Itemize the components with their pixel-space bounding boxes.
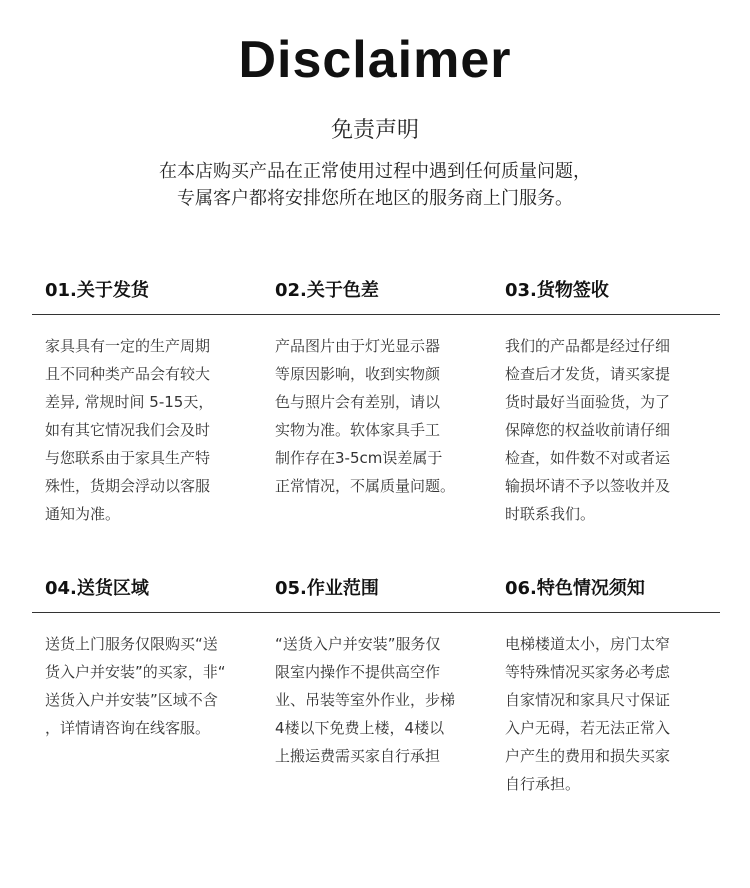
intro-line: 专属客户都将安排您所在地区的服务商上门服务。 xyxy=(177,188,573,209)
section-body-receipt xyxy=(505,332,710,528)
body-line: 自家情况和家具尺寸保证 xyxy=(505,691,671,709)
body-line: 4楼以下免费上楼，4楼以 xyxy=(275,719,445,737)
body-line: 上搬运费需买家自行承担 xyxy=(275,747,441,765)
body-line: 送货入户并安装”区域不含 xyxy=(45,691,218,709)
body-line: 入户无碍，若无法正常入 xyxy=(505,719,671,737)
body-line: 且不同种类产品会有较大 xyxy=(45,365,211,383)
body-line: 送货上门服务仅限购买“送 xyxy=(45,635,218,653)
body-line: 检查，如件数不对或者运 xyxy=(505,449,671,467)
body-line: 色与照片会有差别，请以 xyxy=(275,393,441,411)
body-line: “送货入户并安装”服务仅 xyxy=(275,635,441,653)
body-line: 户产生的费用和损失买家 xyxy=(505,747,671,765)
body-line: 电梯楼道太小，房门太窄 xyxy=(505,635,671,653)
section-body-work-scope xyxy=(275,630,480,770)
body-line: 业、吊装等室外作业，步梯 xyxy=(275,691,456,709)
disclaimer-row-2 xyxy=(32,568,720,793)
body-line: ，详情请咨询在线客服。 xyxy=(45,719,211,737)
section-heading-shipping: 01.关于发货 xyxy=(45,280,149,301)
section-heading-delivery-area: 04.送货区域 xyxy=(45,578,149,599)
disclaimer-row-1 xyxy=(32,270,720,523)
body-line: 等特殊情况买家务必考虑 xyxy=(505,663,671,681)
body-line: 殊性，货期会浮动以客服 xyxy=(45,477,211,495)
intro-line: 在本店购买产品在正常使用过程中遇到任何质量问题， xyxy=(159,161,591,182)
body-line: 检查后才发货，请买家提 xyxy=(505,365,671,383)
body-line: 实物为准。软体家具手工 xyxy=(275,421,441,439)
section-body-delivery-area xyxy=(45,630,250,742)
section-heading-special-notes: 06.特色情况须知 xyxy=(505,578,645,599)
body-line: 家具具有一定的生产周期 xyxy=(45,337,211,355)
section-heading-receipt: 03.货物签收 xyxy=(505,280,609,301)
body-line: 产品图片由于灯光显示器 xyxy=(275,337,441,355)
page-subtitle: 免责声明 xyxy=(330,118,419,143)
body-line: 限室内操作不提供高空作 xyxy=(275,663,441,681)
body-line: 保障您的权益收前请仔细 xyxy=(505,421,671,439)
section-heading-color: 02.关于色差 xyxy=(275,280,379,301)
body-line: 制作存在3-5cm误差属于 xyxy=(275,449,443,467)
body-line: 时联系我们。 xyxy=(505,505,596,523)
body-line: 如有其它情况我们会及时 xyxy=(45,421,211,439)
body-line: 输损坏请不予以签收并及 xyxy=(505,477,671,495)
body-line: 货入户并安装”的买家，非“ xyxy=(45,663,226,681)
body-line: 差异, 常规时间 5-15天， xyxy=(45,393,214,411)
section-heading-work-scope: 05.作业范围 xyxy=(275,578,379,599)
section-divider xyxy=(32,612,720,613)
section-body-shipping xyxy=(45,332,250,528)
body-line: 与您联系由于家具生产特 xyxy=(45,449,211,467)
body-line: 自行承担。 xyxy=(505,775,581,793)
page-title: Disclaimer xyxy=(238,31,512,89)
section-body-special-notes xyxy=(505,630,710,798)
body-line: 正常情况，不属质量问题。 xyxy=(275,477,456,495)
body-line: 等原因影响，收到实物颜 xyxy=(275,365,441,383)
body-line: 通知为准。 xyxy=(45,505,121,523)
section-divider xyxy=(32,314,720,315)
intro-text xyxy=(0,158,750,212)
body-line: 我们的产品都是经过仔细 xyxy=(505,337,671,355)
section-body-color xyxy=(275,332,480,500)
body-line: 货时最好当面验货，为了 xyxy=(505,393,671,411)
